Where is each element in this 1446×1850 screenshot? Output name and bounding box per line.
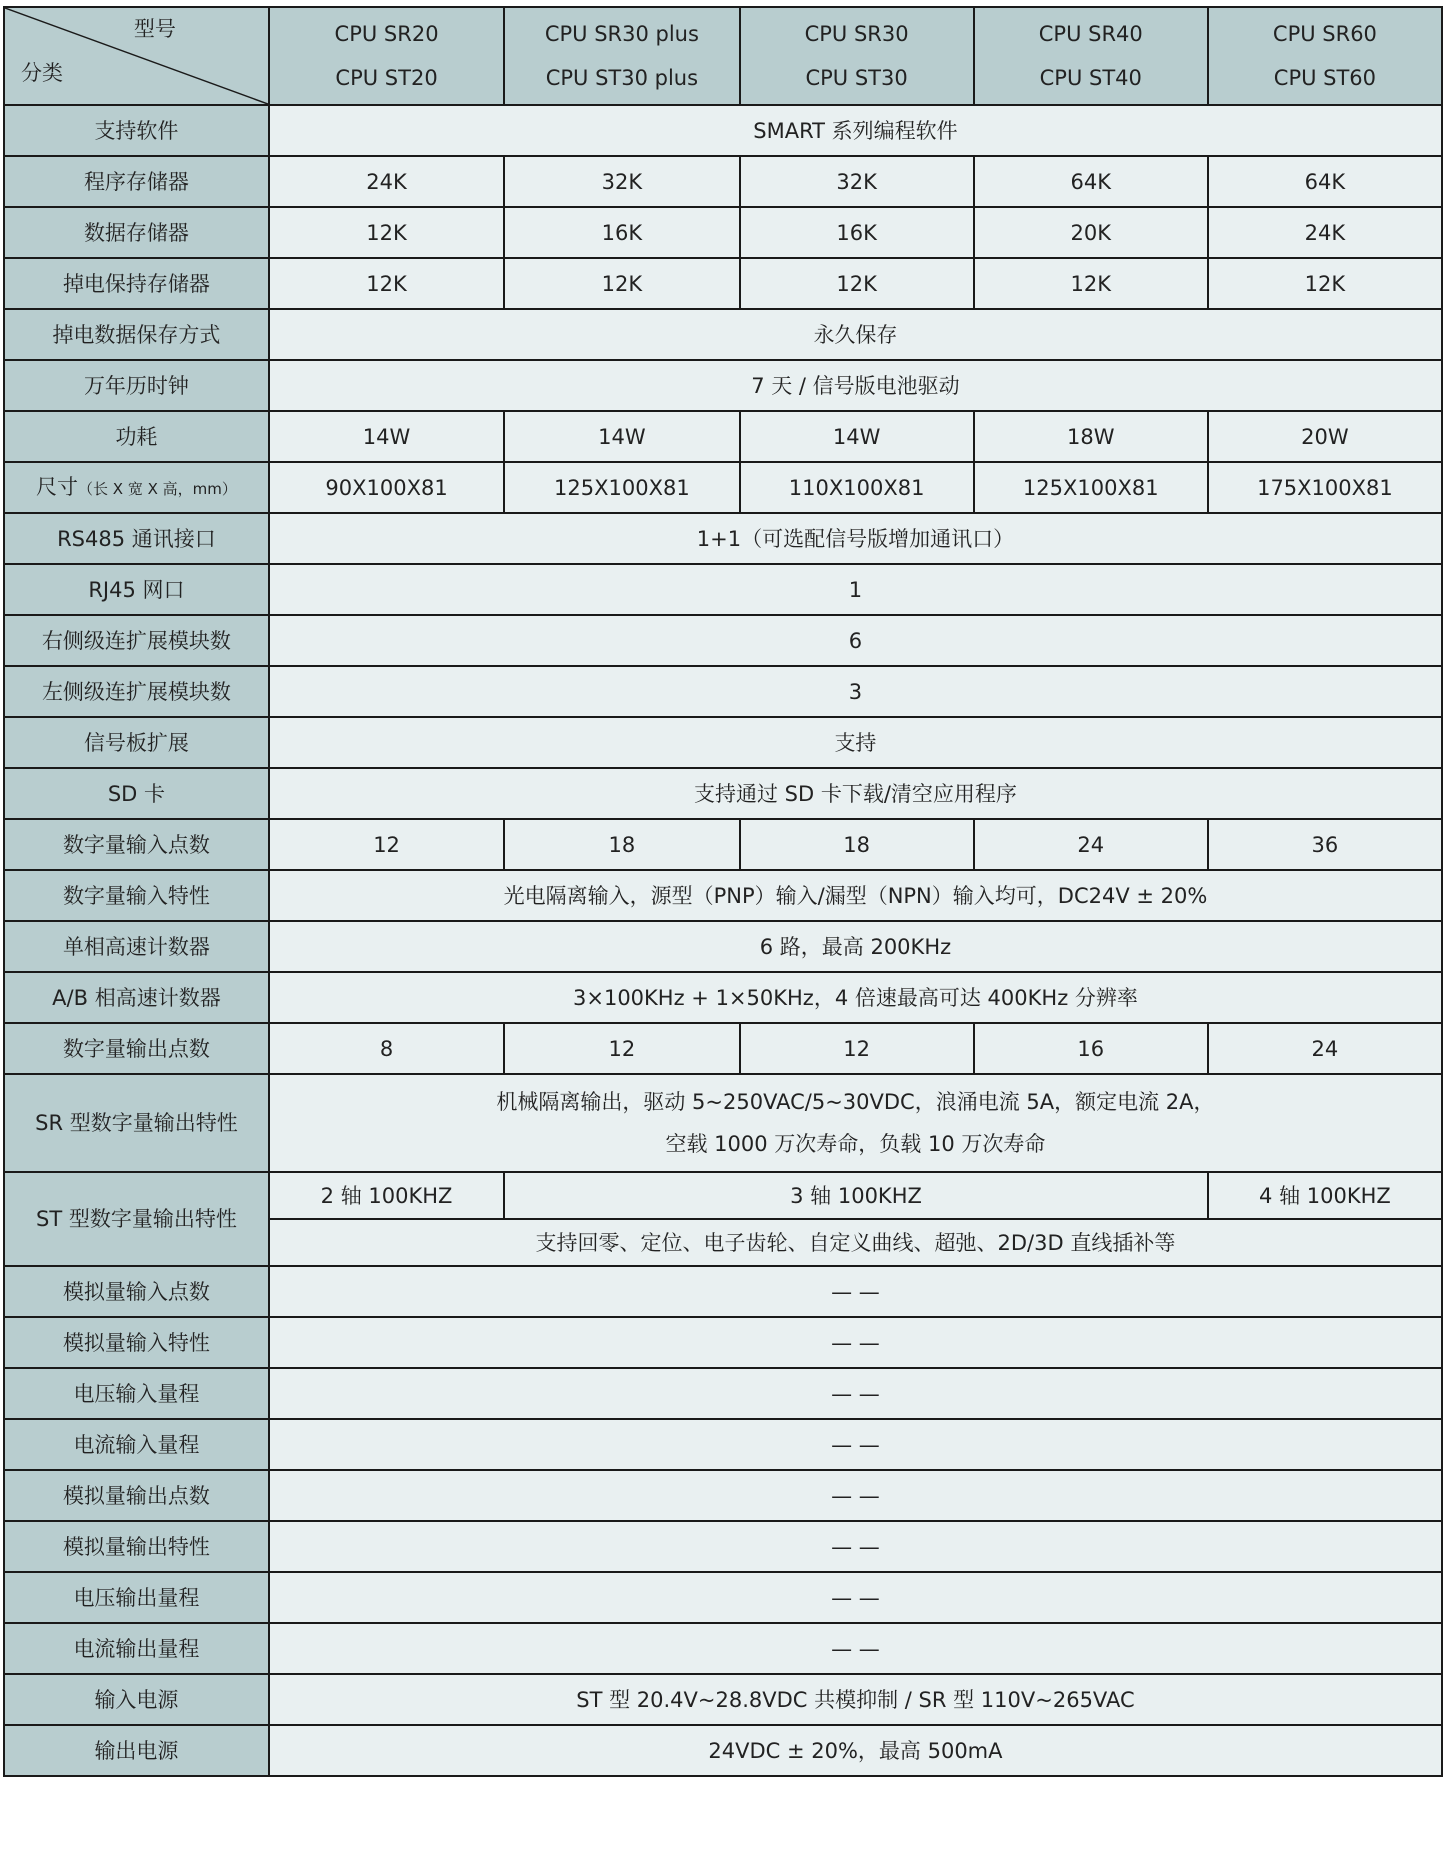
cell-value: 18 — [504, 819, 739, 870]
row-di-characteristics — [4, 870, 1442, 921]
model-name-st: CPU ST60 — [1273, 66, 1377, 90]
cell-value: 90X100X81 — [269, 462, 504, 513]
row-output-power — [4, 1725, 1442, 1776]
row-st-output-axes — [4, 1172, 1442, 1219]
cell-value: 12 — [504, 1023, 739, 1074]
st-axis-4: 4 轴 100KHZ — [1208, 1172, 1442, 1219]
row-sr-output — [4, 1074, 1442, 1172]
row-label: ST 型数字量输出特性 — [4, 1172, 269, 1266]
row-di-count — [4, 819, 1442, 870]
cell-value: 125X100X81 — [974, 462, 1208, 513]
row-signal-board — [4, 717, 1442, 768]
row-label: 单相高速计数器 — [4, 921, 269, 972]
header-corner-cell — [4, 7, 269, 105]
row-label: 右侧级连扩展模块数 — [4, 615, 269, 666]
row-left-expansion — [4, 666, 1442, 717]
row-value: 24VDC ± 20%，最高 500mA — [269, 1725, 1442, 1776]
cell-value: 16K — [740, 207, 974, 258]
row-data-memory — [4, 207, 1442, 258]
row-label: 信号板扩展 — [4, 717, 269, 768]
row-hsc-single — [4, 921, 1442, 972]
row-value: 永久保存 — [269, 309, 1442, 360]
cell-value: 12K — [1208, 258, 1442, 309]
row-do-count — [4, 1023, 1442, 1074]
row-label: 掉电保持存储器 — [4, 258, 269, 309]
row-label: RS485 通讯接口 — [4, 513, 269, 564]
row-label: SD 卡 — [4, 768, 269, 819]
row-value: 1+1（可选配信号版增加通讯口） — [269, 513, 1442, 564]
cell-value: 32K — [504, 156, 739, 207]
cell-value: 36 — [1208, 819, 1442, 870]
model-header-sr60 — [1208, 7, 1442, 105]
model-name-sr: CPU SR20 — [334, 22, 439, 46]
cell-value: 20K — [974, 207, 1208, 258]
row-label: 电压输出量程 — [4, 1572, 269, 1623]
cell-value: 12K — [269, 207, 504, 258]
category-header-label: 分类 — [21, 61, 63, 85]
row-label: 输出电源 — [4, 1725, 269, 1776]
row-label: 万年历时钟 — [4, 360, 269, 411]
row-ai-count — [4, 1266, 1442, 1317]
cell-value: 24 — [1208, 1023, 1442, 1074]
row-value: — — — [269, 1266, 1442, 1317]
cell-value: 12K — [974, 258, 1208, 309]
row-label: 输入电源 — [4, 1674, 269, 1725]
row-voltage-input — [4, 1368, 1442, 1419]
row-retentive-memory — [4, 258, 1442, 309]
row-value: 3×100KHz + 1×50KHz，4 倍速最高可达 400KHz 分辨率 — [269, 972, 1442, 1023]
cell-value: 12 — [740, 1023, 974, 1074]
cell-value: 64K — [1208, 156, 1442, 207]
model-name-st: CPU ST40 — [1039, 66, 1142, 90]
model-header-sr30 — [740, 7, 974, 105]
row-value — [269, 1074, 1442, 1172]
cell-value: 64K — [974, 156, 1208, 207]
row-label: 左侧级连扩展模块数 — [4, 666, 269, 717]
row-label: 支持软件 — [4, 105, 269, 156]
row-label: 电压输入量程 — [4, 1368, 269, 1419]
row-label: 模拟量输出点数 — [4, 1470, 269, 1521]
model-header-sr30plus — [504, 7, 739, 105]
row-value: — — — [269, 1419, 1442, 1470]
row-label: 模拟量输出特性 — [4, 1521, 269, 1572]
cell-value: 8 — [269, 1023, 504, 1074]
row-label: 数字量输入点数 — [4, 819, 269, 870]
row-value: — — — [269, 1623, 1442, 1674]
cell-value: 12K — [740, 258, 974, 309]
model-header-label: 型号 — [133, 17, 176, 41]
st-axis-2: 2 轴 100KHZ — [269, 1172, 504, 1219]
row-rs485 — [4, 513, 1442, 564]
cell-value: 125X100X81 — [504, 462, 739, 513]
row-label: RJ45 网口 — [4, 564, 269, 615]
row-value: 支持通过 SD 卡下载/清空应用程序 — [269, 768, 1442, 819]
row-label: A/B 相高速计数器 — [4, 972, 269, 1023]
header-row — [4, 7, 1442, 105]
cell-value: 20W — [1208, 411, 1442, 462]
row-label: 模拟量输入点数 — [4, 1266, 269, 1317]
row-value: 3 — [269, 666, 1442, 717]
row-label — [4, 462, 269, 513]
row-ao-count — [4, 1470, 1442, 1521]
model-name-sr: CPU SR40 — [1038, 22, 1143, 46]
model-name-st: CPU ST30 plus — [545, 66, 699, 90]
cell-value: 175X100X81 — [1208, 462, 1442, 513]
cell-value: 16K — [504, 207, 739, 258]
cell-value: 14W — [269, 411, 504, 462]
cell-value: 14W — [740, 411, 974, 462]
row-value: 6 路，最高 200KHz — [269, 921, 1442, 972]
cell-value: 110X100X81 — [740, 462, 974, 513]
sr-output-line-1: 机械隔离输出，驱动 5~250VAC/5~30VDC，浪涌电流 5A，额定电流 2A， — [496, 1090, 1215, 1114]
row-label: 功耗 — [4, 411, 269, 462]
row-label: 掉电数据保存方式 — [4, 309, 269, 360]
row-current-input — [4, 1419, 1442, 1470]
model-header-sr20 — [269, 7, 504, 105]
row-label: 程序存储器 — [4, 156, 269, 207]
cell-value: 14W — [504, 411, 739, 462]
row-value: 6 — [269, 615, 1442, 666]
row-voltage-output — [4, 1572, 1442, 1623]
row-retention-mode — [4, 309, 1442, 360]
model-name-st: CPU ST20 — [335, 66, 438, 90]
row-value: — — — [269, 1572, 1442, 1623]
row-current-output — [4, 1623, 1442, 1674]
row-rtc — [4, 360, 1442, 411]
row-input-power — [4, 1674, 1442, 1725]
row-label: 电流输入量程 — [4, 1419, 269, 1470]
size-label-main: 尺寸 — [36, 474, 79, 499]
st-features: 支持回零、定位、电子齿轮、自定义曲线、超弛、2D/3D 直线插补等 — [269, 1219, 1442, 1266]
cell-value: 32K — [740, 156, 974, 207]
model-name-sr: CPU SR30 — [804, 22, 909, 46]
row-right-expansion — [4, 615, 1442, 666]
row-label: 数字量输出点数 — [4, 1023, 269, 1074]
row-label: 数据存储器 — [4, 207, 269, 258]
row-value: — — — [269, 1317, 1442, 1368]
cell-value: 24K — [1208, 207, 1442, 258]
size-label-sub: （长 X 宽 X 高，mm） — [78, 479, 237, 498]
row-ai-characteristics — [4, 1317, 1442, 1368]
row-value: ST 型 20.4V~28.8VDC 共模抑制 / SR 型 110V~265VAC — [269, 1674, 1442, 1725]
row-value: 光电隔离输入，源型（PNP）输入/漏型（NPN）输入均可，DC24V ± 20% — [269, 870, 1442, 921]
cell-value: 12K — [269, 258, 504, 309]
st-axis-3: 3 轴 100KHZ — [504, 1172, 1208, 1219]
row-program-memory — [4, 156, 1442, 207]
row-label: 电流输出量程 — [4, 1623, 269, 1674]
row-software — [4, 105, 1442, 156]
model-name-sr: CPU SR30 plus — [544, 22, 699, 46]
cell-value: 24 — [974, 819, 1208, 870]
cell-value: 18 — [740, 819, 974, 870]
row-power — [4, 411, 1442, 462]
row-size — [4, 462, 1442, 513]
cell-value: 16 — [974, 1023, 1208, 1074]
row-sd-card — [4, 768, 1442, 819]
row-label: SR 型数字量输出特性 — [4, 1074, 269, 1172]
row-label: 数字量输入特性 — [4, 870, 269, 921]
sr-output-line-2: 空载 1000 万次寿命，负载 10 万次寿命 — [665, 1132, 1046, 1156]
model-name-sr: CPU SR60 — [1272, 22, 1377, 46]
spec-table — [3, 6, 1443, 1777]
cell-value: 18W — [974, 411, 1208, 462]
row-value: 支持 — [269, 717, 1442, 768]
row-value: 1 — [269, 564, 1442, 615]
row-value: — — — [269, 1521, 1442, 1572]
row-ao-characteristics — [4, 1521, 1442, 1572]
model-header-sr40 — [974, 7, 1208, 105]
row-hsc-ab — [4, 972, 1442, 1023]
model-name-st: CPU ST30 — [805, 66, 908, 90]
row-value: 7 天 / 信号版电池驱动 — [269, 360, 1442, 411]
cell-value: 12 — [269, 819, 504, 870]
row-value: SMART 系列编程软件 — [269, 105, 1442, 156]
row-value: — — — [269, 1470, 1442, 1521]
cell-value: 24K — [269, 156, 504, 207]
row-label: 模拟量输入特性 — [4, 1317, 269, 1368]
row-value: — — — [269, 1368, 1442, 1419]
cell-value: 12K — [504, 258, 739, 309]
row-rj45 — [4, 564, 1442, 615]
